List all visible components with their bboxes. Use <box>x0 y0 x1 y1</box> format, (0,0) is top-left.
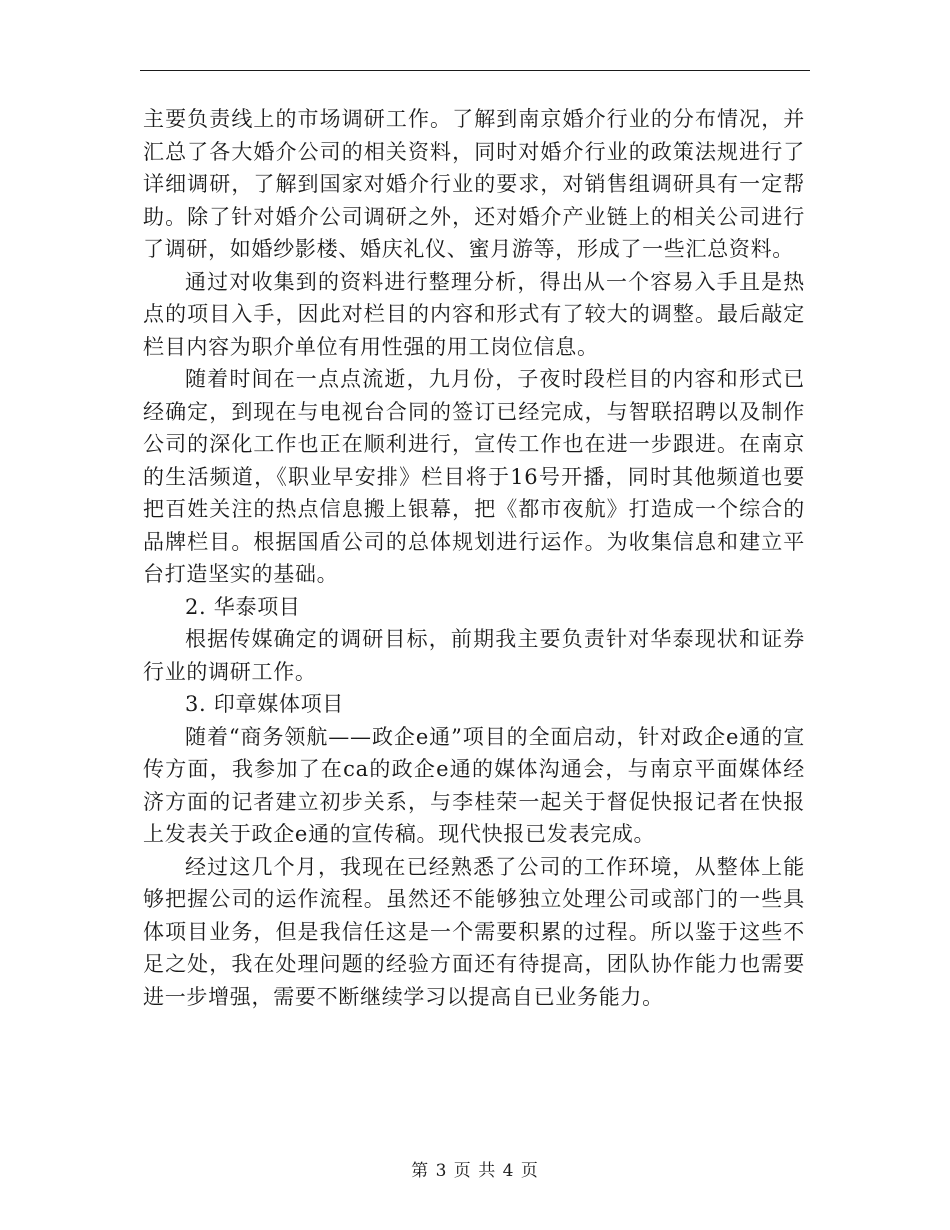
paragraph-analysis: 通过对收集到的资料进行整理分析，得出从一个容易入手且是热点的项目入手，因此对栏目的内容和形式有了较大的调整。最后敲定栏目内容为职介单位有用性强的用工岗位信息。 <box>143 269 805 359</box>
paragraph-huatai: 根据传媒确定的调研目标，前期我主要负责针对华泰现状和证券行业的调研工作。 <box>143 627 805 684</box>
paragraph-market-research: 主要负责线上的市场调研工作。了解到南京婚介行业的分布情况，并汇总了各大婚介公司的相关资料，同时对婚介行业的政策法规进行了详细调研，了解到国家对婚介行业的要求，对销售组调研具有一定帮助。除了针对婚介公司调研之外，还对婚介产业链上的相关公司进行了调研，如婚纱影楼、婚庆礼仪、蜜月游等，形成了一些汇总资料。 <box>143 107 805 261</box>
header-rule <box>140 70 810 71</box>
section-heading-huatai: 2. 华泰项目 <box>185 594 301 619</box>
section-heading-seal-media: 3. 印章媒体项目 <box>185 692 345 716</box>
paragraph-seal-media: 随着“商务领航——政企e通”项目的全面启动，针对政企e通的宣传方面，我参加了在ca的政企e通的媒体沟通会，与南京平面媒体经济方面的记者建立初步关系，与李桂荣一起关于督促快报记者在快报上发表关于政企e通的宣传稿。现代快报已发表完成。 <box>143 724 805 846</box>
paragraph-summary: 经过这几个月，我现在已经熟悉了公司的工作环境，从整体上能够把握公司的运作流程。虽然还不能够独立处理公司或部门的一些具体项目业务，但是我信任这是一个需要积累的过程。所以鉴于这些不足之处，我在处理问题的经验方面还有待提高，团队协作能力也需要进一步增强，需要不断继续学习以提高自已业务能力。 <box>143 854 805 1009</box>
paragraph-progress: 随着时间在一点点流逝，九月份，子夜时段栏目的内容和形式已经确定，到现在与电视台合同的签订已经完成，与智联招聘以及制作公司的深化工作也正在顺利进行，宣传工作也在进一步跟进。在南京的生活频道，《职业早安排》栏目将于16号开播，同时其他频道也要把百姓关注的热点信息搬上银幕，把《都市夜航》打造成一个综合的品牌栏目。根据国盾公司的总体规划进行运作。为收集信息和建立平台打造坚实的基础。 <box>143 367 805 586</box>
document-body <box>143 103 805 1013</box>
page-number-footer: 第 3 页 共 4 页 <box>411 1161 539 1181</box>
